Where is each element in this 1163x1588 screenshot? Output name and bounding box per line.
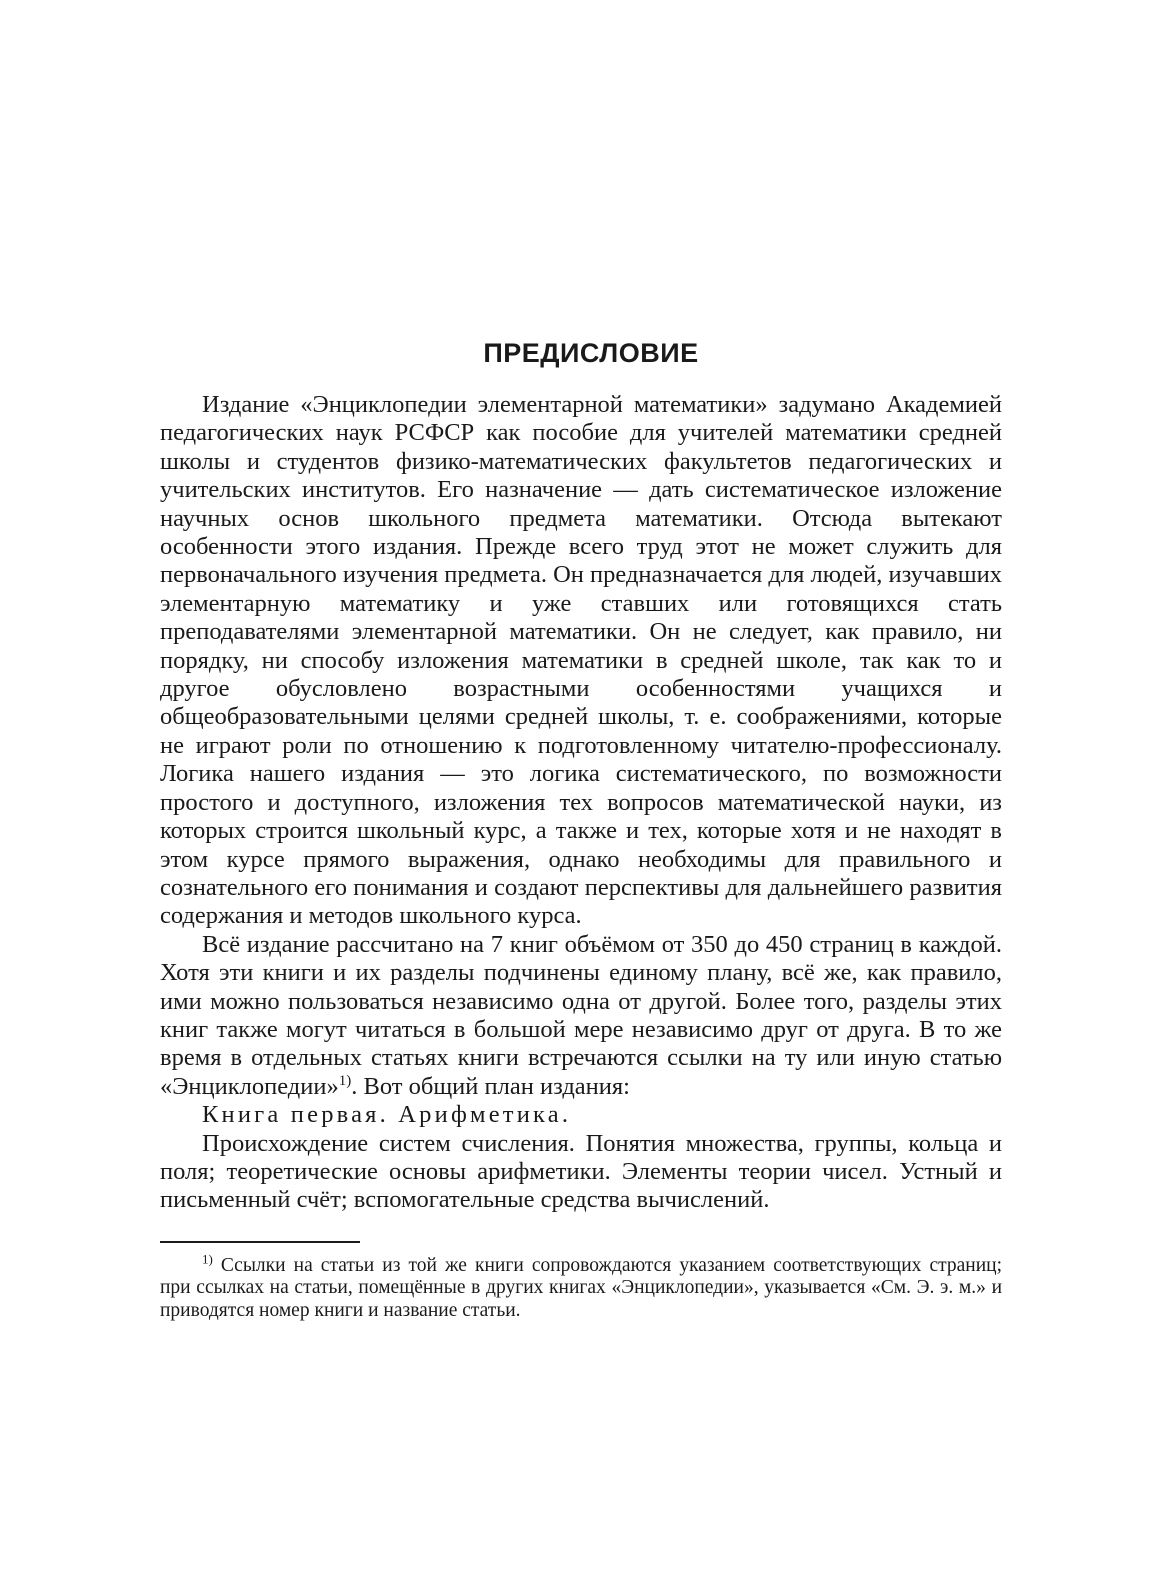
- page-title: ПРЕДИСЛОВИЕ: [483, 338, 699, 368]
- footnote-marker: 1): [202, 1251, 213, 1267]
- footnote-divider: [160, 1241, 360, 1243]
- paragraph-plan-end: . Вот общий план издания:: [351, 1072, 630, 1100]
- paragraph-book-one: Происхождение систем счисления. Понятия множества, группы, кольца и поля; теоретические основы арифметики. Элементы теории чисел. Устный и письменный счёт; вспомогательные средства вычислений.: [160, 1129, 1002, 1214]
- footnote-reference: 1): [338, 1072, 352, 1089]
- footnote: [160, 1251, 1002, 1323]
- paragraph-plan: [160, 931, 1002, 1101]
- footnote-text: Ссылки на статьи из той же книги сопровождаются указанием соответствующих страниц; при ссылках на статьи, помещённые в других книгах «Энциклопедии», указывается «См. Э. э. м.» и приводятся номер книги и название статьи.: [160, 1254, 1002, 1321]
- paragraph-plan-text: Всё издание рассчитано на 7 книг объёмом от 350 до 450 страниц в каждой. Хотя эти книги и их разделы подчинены единому плану, всё же, как правило, ими можно пользоваться независимо одна от другой. Более того, разделы этих книг также могут читаться в большой мере независимо друг от друга. В то же время в отдельных статьях книги встречаются ссылки на ту или иную статью «Энциклопедии»: [160, 930, 1002, 1100]
- preface-page: [160, 338, 1002, 1323]
- book-heading: Книга первая. Арифметика.: [202, 1101, 572, 1129]
- paragraph-intro: Издание «Энциклопедии элементарной математики» задумано Академией педагогических наук РСФСР как пособие для учителей математики средней школы и студентов физико-математических факультетов педагогических и учительских институтов. Его назначение — дать систематическое изложение научных основ школьного предмета математики. Отсюда вытекают особенности этого издания. Прежде всего труд этот не может служить для первоначального изучения предмета. Он предназначается для людей, изучавших элементарную математику и уже ставших или готовящихся стать преподавателями элементарной математики. Он не следует, как правило, ни порядку, ни способу изложения математики в средней школе, так как то и другое обусловлено возрастными особенностями учащихся и общеобразовательными целями средней школы, т. е. соображениями, которые не играют роли по отношению к подготовленному читателю-профессионалу. Логика нашего издания — это логика систематического, по возможности простого и доступного, изложения тех вопросов математической науки, из которых строится школьный курс, а также и тех, которые хотя и не находят в этом курсе прямого выражения, однако необходимы для правильного и сознательного его понимания и создают перспективы для дальнейшего развития содержания и методов школьного курса.: [160, 391, 1003, 930]
